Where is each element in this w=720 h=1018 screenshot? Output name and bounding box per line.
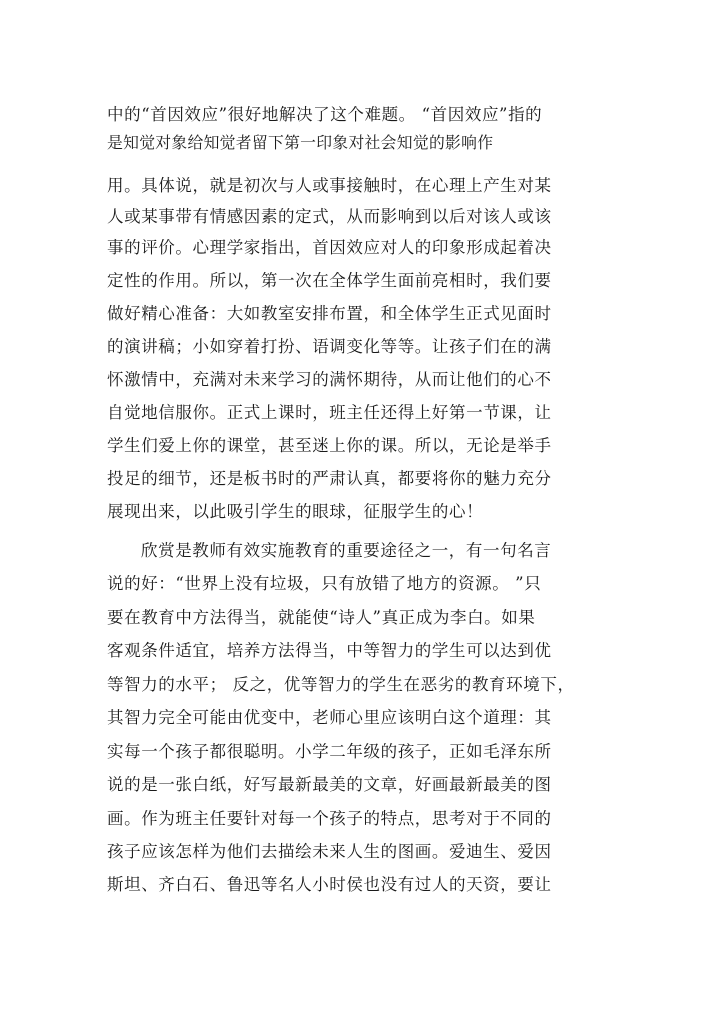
- text-line-23: 孩子应该怎样为他们去描绘未来人生的图画。爱迪生、爱因: [107, 842, 552, 861]
- text-line-5: 事的评价。心理学家指出，首因效应对人的印象形成起着决: [107, 238, 552, 257]
- text-line-19: 其智力完全可能由优变中，老师心里应该明白这个道理：其: [107, 708, 552, 727]
- text-line-22: 画。作为班主任要针对每一个孩子的特点，思考对于不同的: [107, 809, 552, 828]
- text-line-3: 用。具体说，就是初次与人或事接触时，在心理上产生对某: [107, 176, 552, 195]
- text-line-9: 怀激情中，充满对未来学习的满怀期待，从而让他们的心不: [107, 370, 552, 389]
- text-line-16: 要在教育中方法得当，就能使“诗人”真正成为李白。如果: [107, 608, 536, 627]
- text-line-12: 投足的细节，还是板书时的严肃认真，都要将你的魅力充分: [107, 469, 552, 488]
- text-line-20: 实每一个孩子都很聪明。小学二年级的孩子，正如毛泽东所: [107, 742, 552, 761]
- text-line-18: 等智力的水平； 反之，优等智力的学生在恶劣的教育环境下，: [107, 675, 575, 694]
- text-line-24: 斯坦、齐白石、鲁迅等名人小时侯也没有过人的天资，要让: [107, 875, 552, 894]
- text-line-6: 定性的作用。所以，第一次在全体学生面前亮相时，我们要: [107, 271, 552, 290]
- text-line-8: 的演讲稿；小如穿着打扮、语调变化等等。让孩子们在的满: [107, 337, 552, 356]
- text-line-2: 是知觉对象给知觉者留下第一印象对社会知觉的影响作: [107, 133, 494, 152]
- text-line-7: 做好精心准备：大如教室安排布置，和全体学生正式见面时: [107, 304, 552, 323]
- text-line-4: 人或某事带有情感因素的定式，从而影响到以后对该人或该: [107, 207, 552, 226]
- text-line-14: 欣赏是教师有效实施教育的重要途径之一，有一句名言: [141, 541, 552, 560]
- text-line-10: 自觉地信服你。正式上课时，班主任还得上好第一节课，让: [107, 403, 552, 422]
- text-line-13: 展现出来，以此吸引学生的眼球，征服学生的心！: [107, 502, 484, 521]
- text-line-15: 说的好：“世界上没有垃圾，只有放错了地方的资源。 ”只: [107, 574, 542, 593]
- text-line-11: 学生们爱上你的课堂，甚至迷上你的课。所以，无论是举手: [107, 436, 552, 455]
- text-line-1: 中的“首因效应”很好地解决了这个难题。 “首因效应”指的: [107, 105, 543, 124]
- text-line-21: 说的是一张白纸，好写最新最美的文章，好画最新最美的图: [107, 775, 552, 794]
- text-line-17: 客观条件适宜，培养方法得当，中等智力的学生可以达到优: [107, 641, 552, 660]
